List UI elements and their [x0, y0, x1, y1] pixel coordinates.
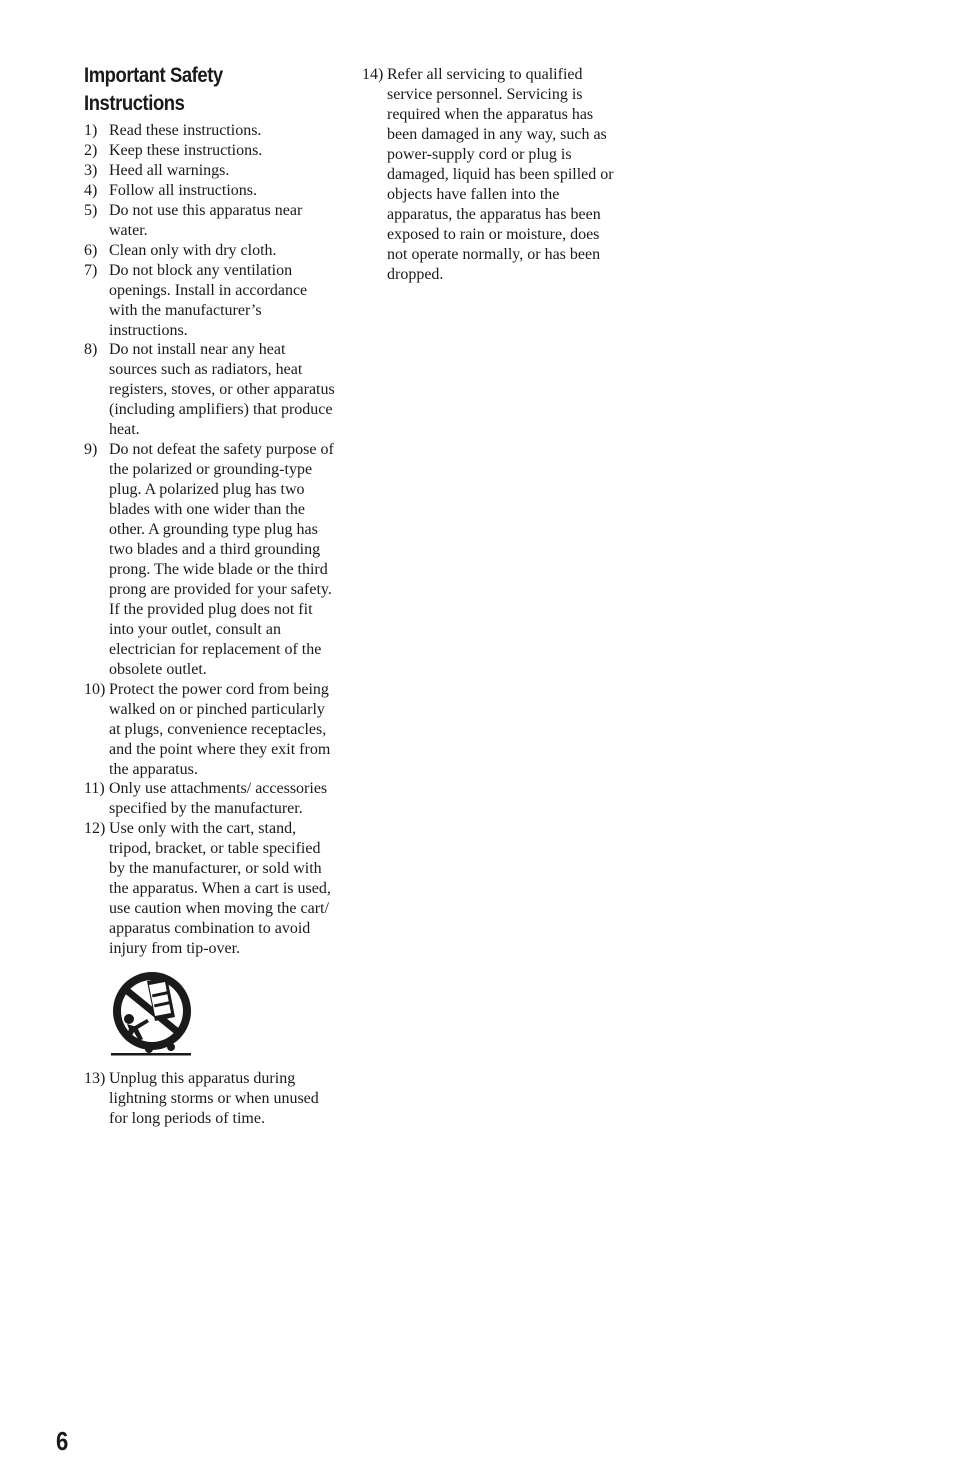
item-text: Unplug this apparatus during lightning storms or when unused for long periods of time. [109, 1070, 319, 1127]
item-number: 6) [84, 241, 98, 259]
item-text: Follow all instructions. [109, 181, 257, 199]
instruction-list-right [362, 65, 620, 284]
list-item [84, 440, 336, 679]
list-item [362, 65, 620, 284]
item-text: Do not install near any heat sources such as radiators, heat registers, stoves, or other apparatus (including amplifiers) that produce heat. [109, 341, 335, 439]
list-item [84, 141, 336, 161]
item-text: Refer all servicing to qualified service personnel. Servicing is required when the apparatus has been damaged in any way, such as power-supply cord or plug is damaged, liquid has been spilled or objects have fallen into the apparatus, the apparatus has been exposed to rain or moisture, does not operate normally, or has been dropped. [387, 66, 614, 283]
item-number: 12) [84, 820, 106, 838]
item-text: Keep these instructions. [109, 141, 263, 159]
item-text: Protect the power cord from being walked on or pinched particularly at plugs, convenience receptacles, and the point where they exit from the apparatus. [109, 680, 331, 778]
item-number: 9) [84, 441, 98, 459]
list-item [84, 241, 336, 261]
item-number: 4) [84, 181, 98, 199]
item-number: 10) [84, 680, 106, 698]
item-text: Do not defeat the safety purpose of the polarized or grounding-type plug. A polarized plug has two blades with one wider than the other. A grounding type plug has two blades and a third grounding prong. The wide blade or the third prong are provided for your safety. If the provided plug does not fit into your outlet, consult an electrician for replacement of the obsolete outlet. [109, 441, 334, 678]
list-item [84, 819, 336, 959]
item-text: Only use attachments/ accessories specified by the manufacturer. [109, 780, 328, 818]
item-text: Use only with the cart, stand, tripod, bracket, or table specified by the manufacturer, or sold with the apparatus. When a cart is used, use caution when moving the cart/ apparatus combination to avoid injury from tip-over. [109, 820, 331, 958]
list-item [84, 1069, 336, 1129]
item-number: 14) [362, 66, 384, 83]
item-text: Do not use this apparatus near water. [109, 201, 303, 239]
list-item [84, 261, 336, 341]
instruction-list [84, 121, 336, 959]
list-item [84, 680, 336, 780]
list-item [84, 201, 336, 241]
cart-tip-over-warning-icon [109, 969, 199, 1059]
item-text: Do not block any ventilation openings. Install in accordance with the manufacturer’s instructions. [109, 261, 308, 339]
list-item [84, 779, 336, 819]
heading-line-1: Important Safety [84, 64, 223, 87]
item-number: 13) [84, 1070, 106, 1088]
right-column [362, 65, 620, 284]
item-text: Heed all warnings. [109, 161, 230, 179]
item-number: 8) [84, 341, 98, 359]
list-item [84, 181, 336, 201]
item-number: 7) [84, 261, 98, 279]
list-item [84, 340, 336, 440]
item-number: 1) [84, 122, 98, 139]
item-number: 11) [84, 780, 105, 798]
page-number: 6 [56, 1426, 69, 1456]
item-text: Read these instructions. [109, 122, 262, 139]
item-number: 2) [84, 141, 98, 159]
item-text: Clean only with dry cloth. [109, 241, 277, 259]
item-number: 3) [84, 161, 98, 179]
item-number: 5) [84, 201, 98, 219]
left-column [84, 62, 336, 1129]
list-item [84, 121, 336, 141]
heading-line-2: Instructions [84, 92, 185, 115]
instruction-list-continued [84, 1069, 336, 1129]
section-heading [84, 62, 339, 118]
list-item [84, 161, 336, 181]
